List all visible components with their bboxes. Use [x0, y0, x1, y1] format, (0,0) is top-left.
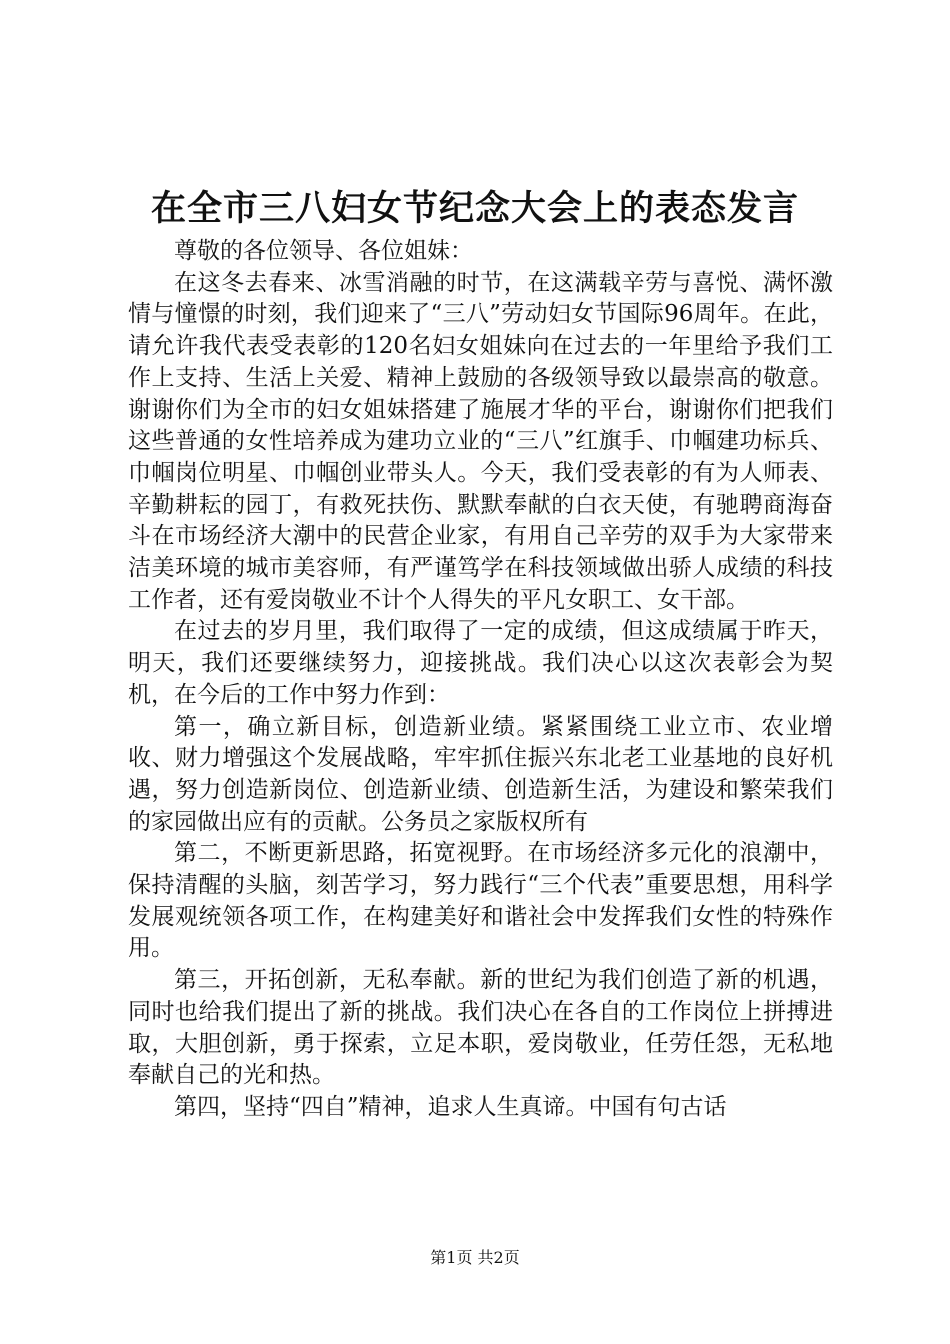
page-title: 在全市三八妇女节纪念大会上的表态发言: [150, 188, 799, 229]
salutation: 尊敬的各位领导、各位姐妹：: [174, 238, 473, 264]
page-footer: [0, 1248, 950, 1268]
paragraph: 第四，坚持“四自”精神，追求人生真谛。中国有句古话: [174, 1093, 727, 1120]
paragraph: 在过去的岁月里，我们取得了一定的成绩，但这成绩属于昨天，明天，我们还要继续努力，迎接挑战。我们决心以这次表彰会为契机，在今后的工作中努力作到：: [128, 618, 833, 708]
paragraph: 第一，确立新目标，创造新业绩。紧紧围绕工业立市、农业增收、财力增强这个发展战略，牢牢抓住振兴东北老工业基地的良好机遇，努力创造新岗位、创造新业绩、创造新生活，为建设和繁荣我们的家园做出应有的贡献。公务员之家版权所有: [128, 713, 833, 835]
page-number: 第1页 共2页: [430, 1248, 520, 1267]
paragraph: 在这冬去春来、冰雪消融的时节，在这满载辛劳与喜悦、满怀激情与憧憬的时刻，我们迎来了“三八”劳动妇女节国际96周年。在此，请允许我代表受表彰的120名妇女姐妹向在过去的一年里给予我们工作上支持、生活上关爱、精神上鼓励的各级领导致以最崇高的敬意。谢谢你们为全市的妇女姐妹搭建了施展才华的平台，谢谢你们把我们这些普通的女性培养成为建功立业的“三八”红旗手、巾帼建功标兵、巾帼岗位明星、巾帼创业带头人。今天，我们受表彰的有为人师表、辛勤耕耘的园丁，有救死扶伤、默默奉献的白衣天使，有驰聘商海奋斗在市场经济大潮中的民营企业家，有用自己辛劳的双手为大家带来洁美环境的城市美容师，有严谨笃学在科技领域做出骄人成绩的科技工作者，还有爱岗敬业不计个人得失的平凡女职工、女干部。: [128, 269, 833, 613]
document-body: [128, 236, 833, 1124]
paragraph: 第二，不断更新思路，拓宽视野。在市场经济多元化的浪潮中，保持清醒的头脑，刻苦学习，努力践行“三个代表”重要思想，用科学发展观统领各项工作，在构建美好和谐社会中发挥我们女性的特殊作用。: [128, 840, 833, 962]
paragraph: 第三，开拓创新，无私奉献。新的世纪为我们创造了新的机遇，同时也给我们提出了新的挑战。我们决心在各自的工作岗位上拼搏进取，大胆创新，勇于探索，立足本职，爱岗敬业，任劳任怨，无私地奉献自己的光和热。: [128, 967, 833, 1089]
